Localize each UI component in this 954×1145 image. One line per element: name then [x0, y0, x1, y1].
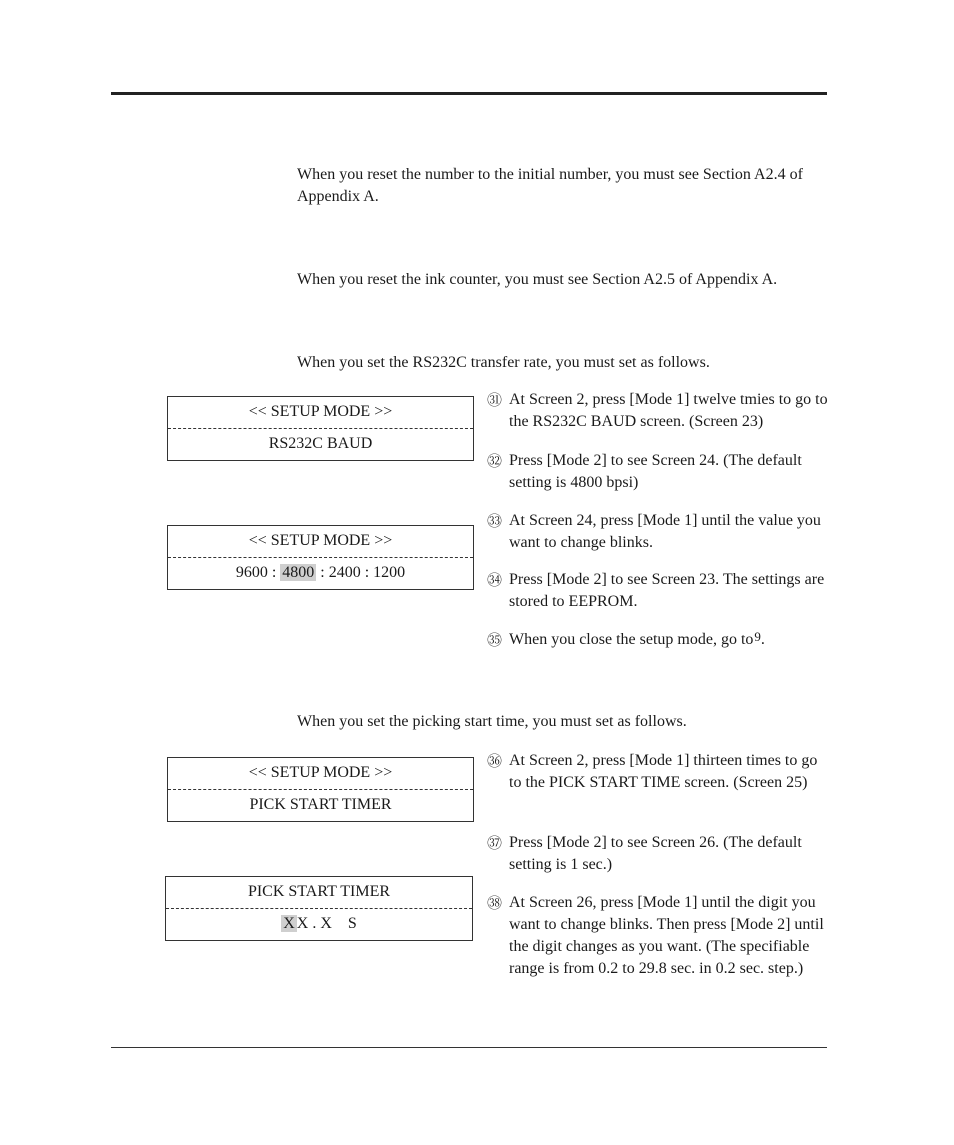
lcd-screen-25 [167, 757, 474, 822]
lcd-screen-26 [165, 876, 473, 941]
step-32 [487, 450, 829, 494]
step-number: ㉟ [487, 631, 503, 649]
step-text: Press [Mode 2] to see Screen 23. The settings are stored to EEPROM. [509, 571, 825, 610]
lcd-screen-24 [167, 525, 474, 590]
lcd-line-1: PICK START TIMER [247, 883, 391, 900]
lcd-line-2: PICK START TIMER [168, 789, 473, 821]
step-number: ㊳ [487, 894, 503, 912]
reset-number-paragraph: When you reset the number to the initial number, you must see Section A2.4 of Appendix A. [297, 166, 803, 205]
step-text: Press [Mode 2] to see Screen 24. (The default setting is 4800 bpsi) [509, 452, 802, 491]
step-text: At Screen 2, press [Mode 1] thirteen times to go to the PICK START TIME screen. (Screen 25) [509, 752, 818, 791]
step-37 [487, 832, 829, 876]
lcd-line-2 [168, 557, 473, 589]
lcd-line-1: << SETUP MODE >> [248, 403, 393, 420]
rs232c-intro-paragraph: When you set the RS232C transfer rate, you must set as follows. [297, 354, 710, 371]
step-number: ㉞ [487, 571, 503, 589]
lcd-line-1: << SETUP MODE >> [248, 764, 393, 781]
step-text: At Screen 26, press [Mode 1] until the digit you want to change blinks. Then press [Mode 2] until the digit changes as you want. (The specifiable range is from 0.2 to 29.8 sec. in 0.2 sec. step.) [509, 894, 824, 977]
step-number: ㉝ [487, 512, 503, 530]
lcd-line-2: RS232C BAUD [168, 428, 473, 460]
step-text: At Screen 24, press [Mode 1] until the value you want to change blinks. [509, 512, 821, 551]
step-text: When you close the setup mode, go to [509, 631, 754, 648]
step-number: ㉛ [487, 391, 503, 409]
step-38 [487, 892, 829, 980]
step-34 [487, 569, 829, 613]
step-tail: . [760, 631, 765, 648]
lcd-screen-23 [167, 396, 474, 461]
step-33 [487, 510, 829, 554]
lcd-line-2 [166, 908, 472, 940]
step-number: ㊱ [487, 752, 503, 770]
header-rule [111, 92, 827, 95]
step-text: At Screen 2, press [Mode 1] twelve tmies to go to the RS232C BAUD screen. (Screen 23) [509, 391, 828, 430]
step-36 [487, 750, 829, 794]
step-35 [487, 629, 829, 651]
reset-ink-paragraph: When you reset the ink counter, you must see Section A2.5 of Appendix A. [297, 271, 778, 288]
pick-intro-paragraph: When you set the picking start time, you must set as follows. [297, 713, 687, 730]
baud-option-9600: 9600 : [235, 564, 281, 581]
timer-digit-selected: X [283, 915, 295, 932]
baud-option-selected: 4800 [282, 564, 315, 581]
step-reference: 9 [754, 629, 761, 644]
step-text: Press [Mode 2] to see Screen 26. (The default setting is 1 sec.) [509, 834, 802, 873]
footer-rule [111, 1047, 827, 1048]
step-31 [487, 389, 829, 433]
timer-value-rest: X . X S [296, 915, 357, 932]
baud-options-rest: : 2400 : 1200 [316, 564, 406, 581]
step-number: ㊲ [487, 834, 503, 852]
step-number: ㉜ [487, 452, 503, 470]
lcd-line-1: << SETUP MODE >> [248, 532, 393, 549]
